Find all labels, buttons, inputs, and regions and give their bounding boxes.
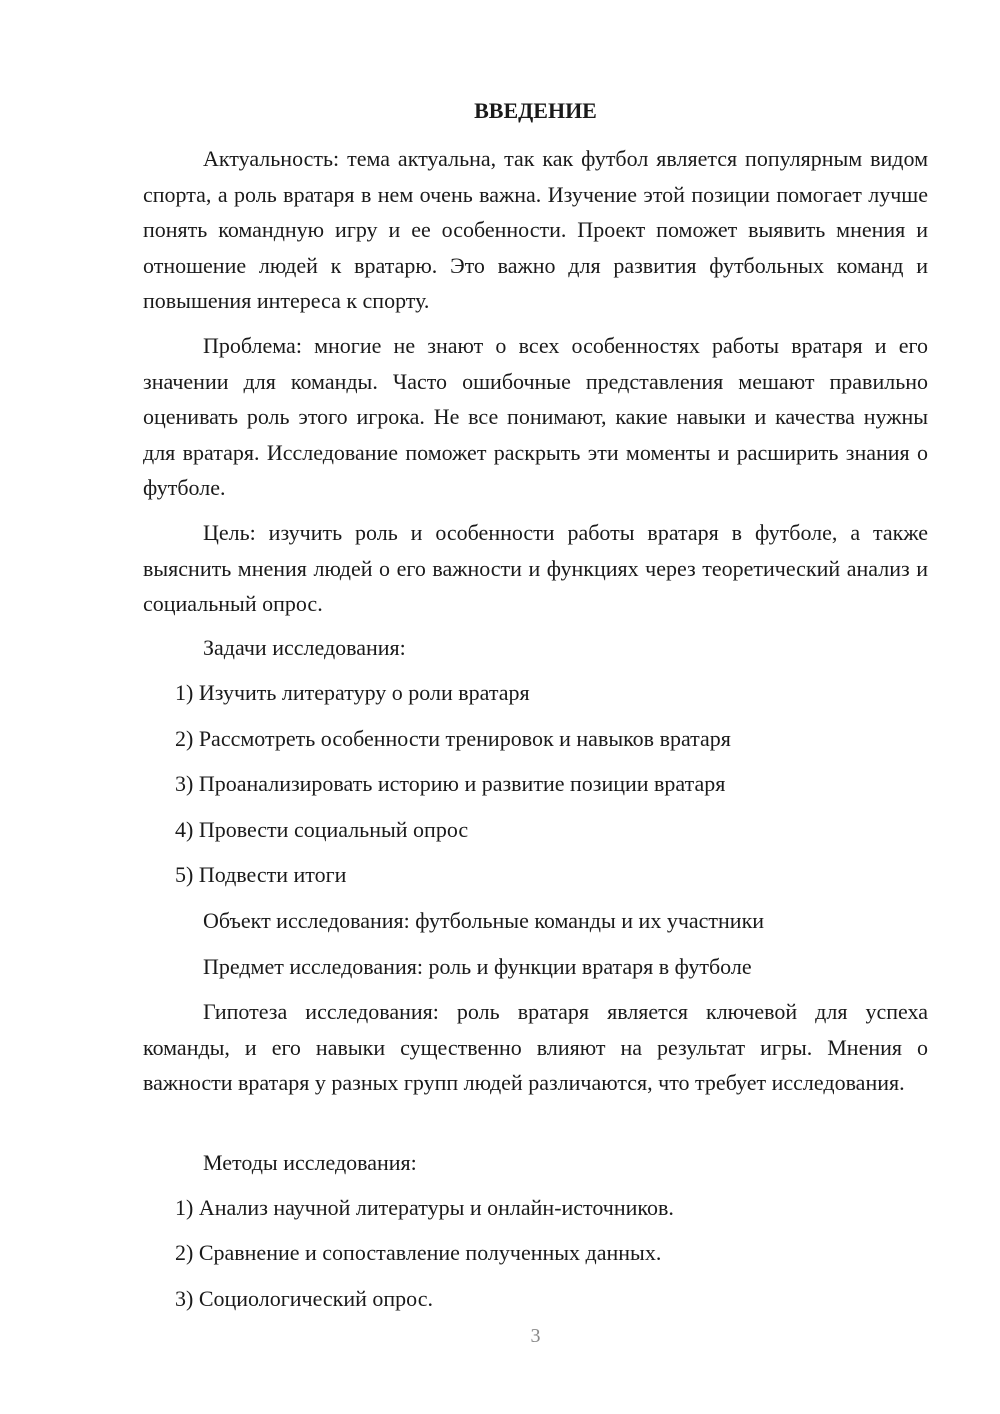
method-item: 1) Анализ научной литературы и онлайн-источников. xyxy=(175,1195,674,1220)
task-item: 5) Подвести итоги xyxy=(175,862,347,887)
methods-heading: Методы исследования: xyxy=(203,1150,417,1175)
document-page xyxy=(143,0,928,1414)
goal-paragraph: Цель: изучить роль и особенности работы вратаря в футболе, а также выяснить мнения людей о его важности и функциях через теоретический анализ и социальный опрос. xyxy=(143,520,928,616)
task-item: 4) Провести социальный опрос xyxy=(175,817,469,842)
task-item: 2) Рассмотреть особенности тренировок и навыков вратаря xyxy=(175,726,731,751)
problem-paragraph: Проблема: многие не знают о всех особенностях работы вратаря и его значении для команды. Часто ошибочные представления мешают правильно оценивать роль этого игрока. Не все понимают, какие навыки и качества нужны для вратаря. Исследование поможет раскрыть эти моменты и расширить знания о футболе. xyxy=(143,333,928,500)
research-object: Объект исследования: футбольные команды и их участники xyxy=(203,908,765,933)
research-subject: Предмет исследования: роль и функции вратаря в футболе xyxy=(203,954,752,979)
hypothesis-paragraph: Гипотеза исследования: роль вратаря является ключевой для успеха команды, и его навыки существенно влияют на результат игры. Мнения о важности вратаря у разных групп людей различаются, что требует исследования. xyxy=(143,999,928,1095)
tasks-heading: Задачи исследования: xyxy=(203,635,406,660)
section-title: ВВЕДЕНИЕ xyxy=(474,98,597,123)
task-item: 3) Проанализировать историю и развитие позиции вратаря xyxy=(175,771,726,796)
relevance-paragraph: Актуальность: тема актуальна, так как футбол является популярным видом спорта, а роль вратаря в нем очень важна. Изучение этой позиции помогает лучше понять командную игру и ее особенности. Проект поможет выявить мнения и отношение людей к вратарю. Это важно для развития футбольных команд и повышения интереса к спорту. xyxy=(143,146,928,313)
task-item: 1) Изучить литературу о роли вратаря xyxy=(175,680,530,705)
method-item: 3) Социологический опрос. xyxy=(175,1286,433,1311)
page-number: 3 xyxy=(530,1325,541,1347)
method-item: 2) Сравнение и сопоставление полученных данных. xyxy=(175,1240,662,1265)
